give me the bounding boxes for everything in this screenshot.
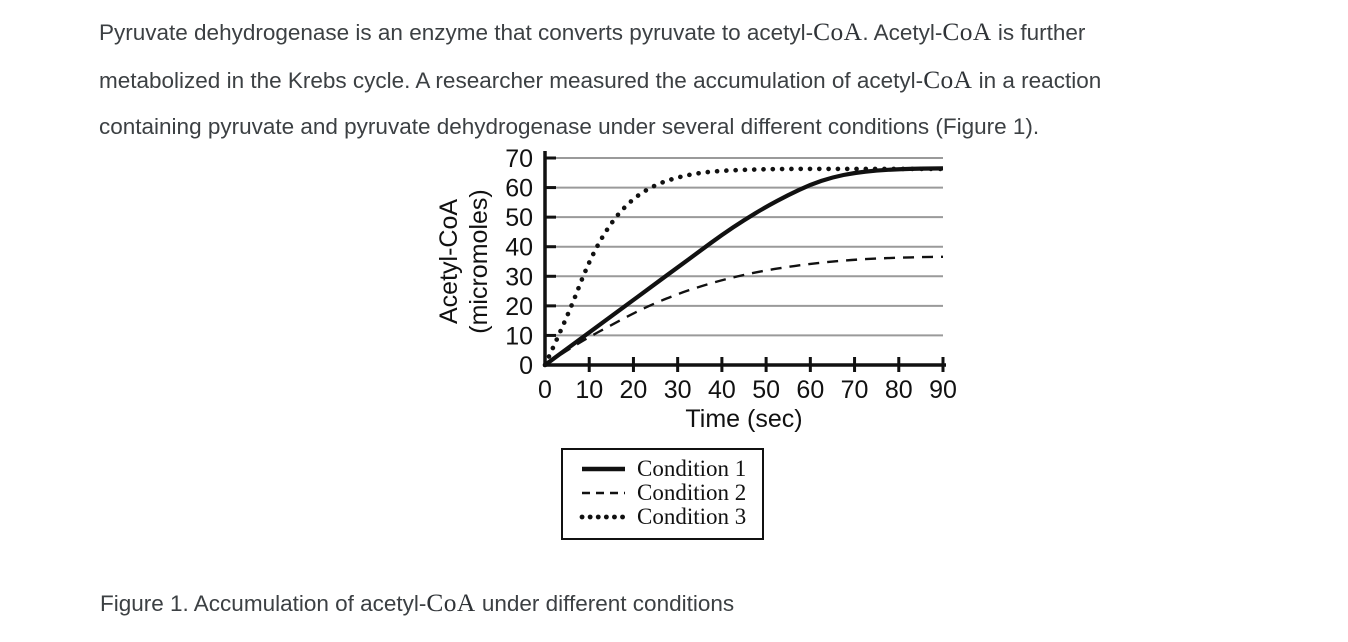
text-run: is further	[991, 20, 1086, 45]
x-tick-label-60: 60	[796, 376, 825, 404]
y-tick-label-30: 30	[505, 263, 533, 292]
legend-item-condition-1	[579, 457, 754, 481]
paragraph-line-1	[99, 9, 1299, 57]
y-axis-title-line-2: (micromoles)	[465, 189, 493, 334]
text-run: metabolized in the Krebs cycle. A researcher measured the accumulation of acetyl-	[99, 67, 924, 93]
series-condition-2	[545, 257, 943, 365]
x-tick-label-30: 30	[663, 376, 692, 404]
y-axis-title-line-1: Acetyl-CoA	[435, 198, 463, 325]
legend-item-condition-3	[579, 505, 754, 529]
chem-formula: CoA	[426, 589, 476, 617]
chem-formula: CoA	[923, 65, 973, 94]
dashed-line-swatch-icon	[579, 486, 627, 500]
legend-label: Condition 3	[637, 504, 747, 529]
y-tick-label-50: 50	[505, 204, 533, 233]
y-tick-label-70: 70	[505, 145, 533, 173]
chem-formula: CoA	[813, 18, 863, 46]
figure-caption	[100, 589, 734, 618]
figure-1-chart	[430, 145, 960, 445]
text-run: . Acetyl-	[862, 20, 943, 45]
x-tick-label-40: 40	[707, 376, 736, 404]
text-run: Pyruvate dehydrogenase is an enzyme that converts pyruvate to acetyl-	[99, 20, 814, 45]
legend-item-condition-2	[579, 481, 754, 505]
chart-legend	[561, 448, 764, 540]
x-tick-label-0: 0	[538, 376, 552, 404]
chem-formula: CoA	[942, 18, 992, 46]
y-tick-label-40: 40	[505, 233, 533, 262]
legend-label: Condition 1	[637, 456, 747, 481]
legend-label: Condition 2	[637, 480, 747, 505]
x-axis-title: Time (sec)	[685, 405, 803, 433]
text-run: containing pyruvate and pyruvate dehydrogenase under several different conditions (Figure 1).	[99, 114, 1040, 139]
x-tick-label-20: 20	[619, 376, 648, 404]
x-tick-label-10: 10	[575, 376, 604, 404]
paragraph-line-2	[99, 57, 1299, 105]
text-run: in a reaction	[972, 67, 1102, 93]
passage-paragraph	[99, 9, 1299, 151]
y-tick-label-0: 0	[519, 352, 533, 380]
text-run: Figure 1. Accumulation of acetyl-	[100, 591, 427, 616]
solid-line-swatch-icon	[579, 462, 627, 476]
y-tick-label-20: 20	[505, 292, 533, 321]
x-tick-label-50: 50	[752, 376, 781, 404]
y-tick-label-60: 60	[505, 174, 533, 203]
paragraph-line-3	[99, 104, 1299, 151]
x-tick-label-70: 70	[840, 376, 869, 404]
text-run: under different conditions	[475, 591, 735, 616]
x-tick-label-80: 80	[884, 376, 913, 404]
dotted-line-swatch-icon	[579, 510, 627, 524]
y-tick-label-10: 10	[505, 322, 533, 351]
x-tick-label-90: 90	[929, 376, 957, 404]
